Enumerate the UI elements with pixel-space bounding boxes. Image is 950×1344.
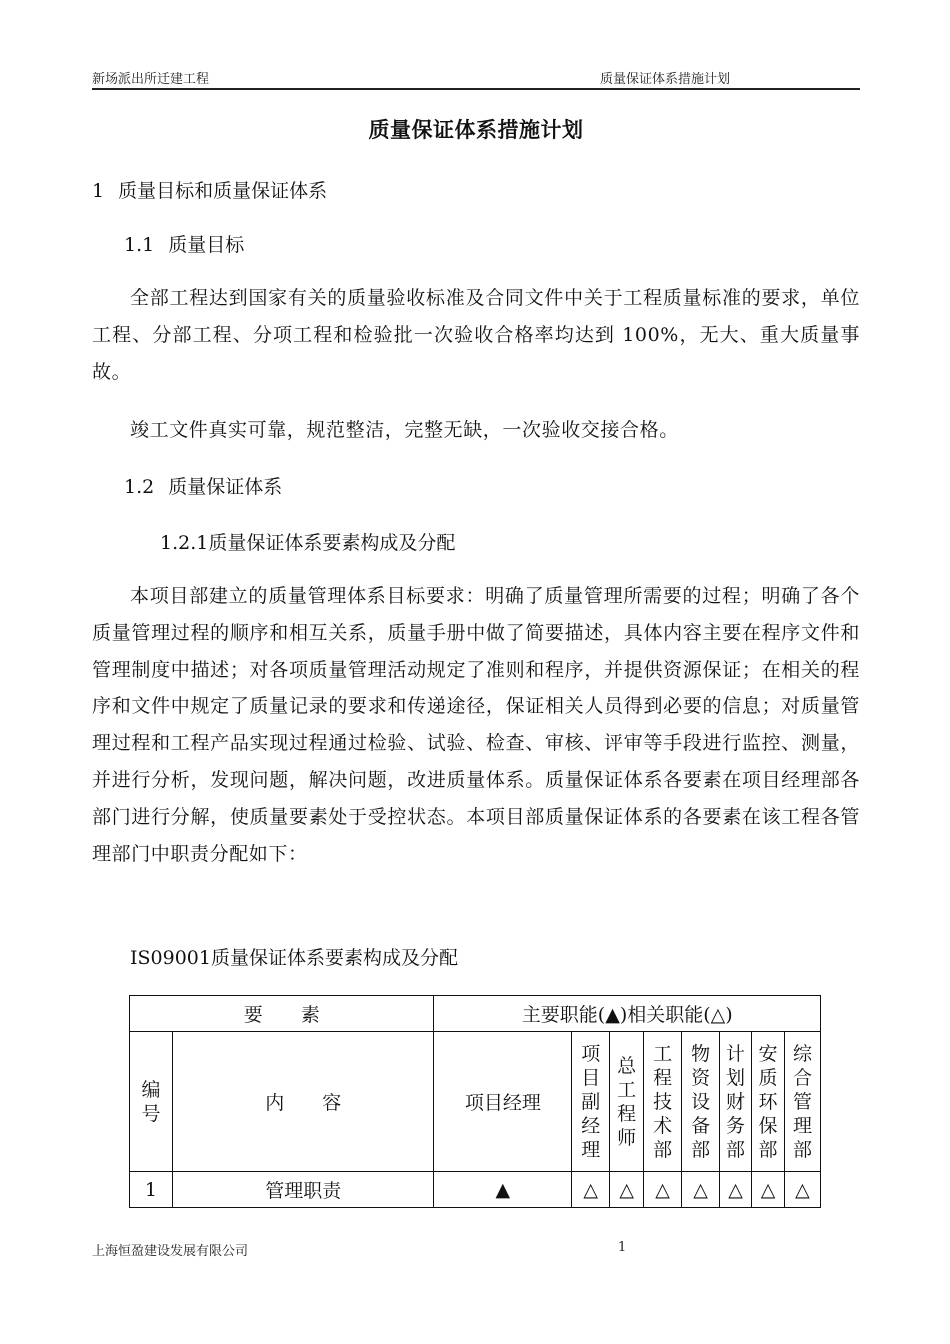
role-label: 项目副经理: [581, 1042, 601, 1161]
row-role-mark: △: [644, 1172, 682, 1208]
heading-number: 1: [92, 180, 105, 202]
role-label: 总工程师: [617, 1054, 637, 1149]
row-pm-mark: ▲: [434, 1172, 572, 1208]
role-label: 综合管理部: [792, 1042, 812, 1161]
role-label: 计划财务部: [726, 1042, 746, 1161]
footer-company: 上海恒盈建设发展有限公司: [92, 1244, 249, 1259]
header-project-manager: 项目经理: [434, 1032, 572, 1172]
header-role-admin-dept: [784, 1032, 820, 1172]
document-title: 质量保证体系措施计划: [368, 117, 584, 142]
header-project-name: 新场派出所迁建工程: [92, 72, 210, 87]
heading-text: 质量保证体系: [168, 476, 283, 498]
row-role-mark: △: [752, 1172, 785, 1208]
page-number: 1: [618, 1240, 627, 1255]
table-header-row-1: [130, 996, 821, 1032]
header-role-finance-dept: [720, 1032, 752, 1172]
header-doc-title: 质量保证体系措施计划: [600, 72, 731, 87]
paragraph-quality-system: 本项目部建立的质量管理体系目标要求：明确了质量管理所需要的过程；明确了各个质量管理过程的顺序和相互关系，质量手册中做了简要描述，具体内容主要在程序文件和管理制度中描述；对各项质量管理活动规定了准则和程序，并提供资源保证；在相关的程序和文件中规定了质量记录的要求和传递途径，保证相关人员得到必要的信息；对质量管理过程和工程产品实现过程通过检验、试验、检查、审核、评审等手段进行监控、测量，并进行分析，发现问题，解决问题，改进质量体系。质量保证体系各要素在项目经理部各部门进行分解，使质量要素处于受控状态。本项目部质量保证体系的各要素在该工程各管理部门中职责分配如下：: [92, 585, 860, 865]
header-role-engineering-dept: [644, 1032, 682, 1172]
row-role-mark: △: [784, 1172, 820, 1208]
header-content: 内 容: [172, 1032, 434, 1172]
row-role-mark: △: [720, 1172, 752, 1208]
header-elements: 要 素: [130, 996, 434, 1032]
role-label: 安质环保部: [758, 1042, 778, 1161]
row-role-mark: △: [572, 1172, 610, 1208]
heading-section-1: [92, 176, 327, 203]
heading-number: 1.2: [124, 476, 155, 498]
heading-section-1-2: [124, 472, 282, 499]
header-role-materials-dept: [682, 1032, 720, 1172]
table-row: [130, 1172, 821, 1208]
page-header: [92, 64, 860, 90]
heading-section-1-1: [124, 230, 244, 257]
row-content: 管理职责: [172, 1172, 434, 1208]
paragraph-quality-goal: 全部工程达到国家有关的质量验收标准及合同文件中关于工程质量标准的要求，单位工程、分部工程、分项工程和检验批一次验收合格率均达到 100%，无大、重大质量事故。: [92, 287, 860, 383]
role-label: 物资设备部: [691, 1042, 711, 1161]
header-number: [130, 1032, 173, 1172]
heading-text: 质量目标和质量保证体系: [118, 180, 328, 202]
header-role-deputy-manager: [572, 1032, 610, 1172]
row-role-mark: △: [610, 1172, 644, 1208]
header-roles: 主要职能(▲)相关职能(△): [434, 996, 821, 1032]
header-role-chief-engineer: [610, 1032, 644, 1172]
header-number-text: 编号: [141, 1078, 161, 1125]
row-number: 1: [130, 1172, 173, 1208]
element-allocation-table: [129, 995, 821, 1208]
heading-number: 1.1: [124, 234, 155, 256]
role-label: 工程技术部: [653, 1042, 673, 1161]
row-role-mark: △: [682, 1172, 720, 1208]
heading-text: 质量目标: [168, 234, 245, 256]
header-role-safety-dept: [752, 1032, 785, 1172]
paragraph-completion-docs: 竣工文件真实可靠，规范整洁，完整无缺，一次验收交接合格。: [130, 419, 679, 441]
table-caption: IS09001质量保证体系要素构成及分配: [130, 947, 458, 969]
heading-section-1-2-1: 1.2.1质量保证体系要素构成及分配: [160, 532, 456, 554]
table-header-row-2: [130, 1032, 821, 1172]
